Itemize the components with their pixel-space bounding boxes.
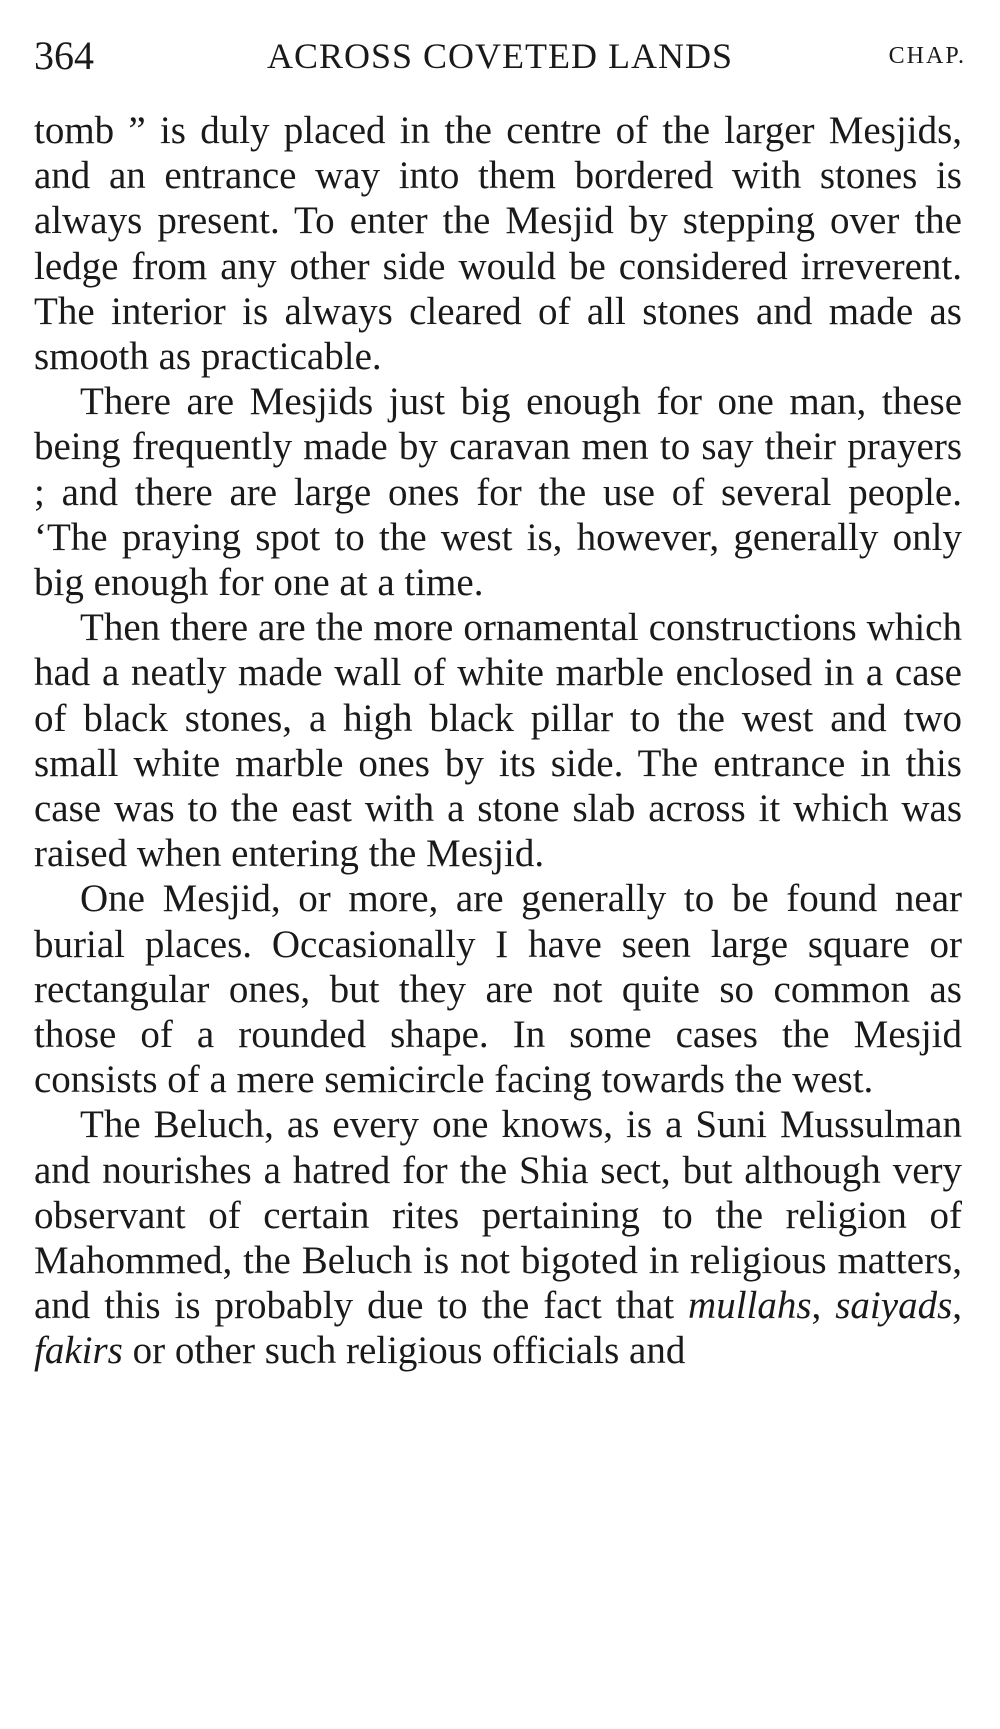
running-title: ACROSS COVETED LANDS — [266, 36, 734, 76]
chapter-label: CHAP. — [888, 43, 966, 69]
separator: , — [811, 1284, 836, 1328]
paragraph-text: The Beluch, as every one knows, is a Suni Mussulman and nourishes a hatred for the Shia sect, but although very observant of certain rites pertaining to the religion of Mahommed, the Beluch is not bigoted in religious matters, and this is probably due to the fact that — [34, 1103, 962, 1328]
italic-term-fakirs: fakirs — [34, 1329, 123, 1373]
paragraph-continued: tomb ” is duly placed in the centre of the larger Mesjids, and an entrance way into them bordered with stones is always present. To enter the Mesjid by stepping over the ledge from any other side would be considered irreverent. The interior is always cleared of all stones and made as smooth as practicable. — [34, 109, 962, 379]
running-head — [34, 28, 966, 84]
paragraph-ornamental-constructions: Then there are the more ornamental constructions which had a neatly made wall of white marble enclosed in a case of black stones, a high black pillar to the west and two small white marble ones by its side. The entrance in this case was to the east with a stone slab across it which was raised when entering the Mesjid. — [34, 606, 962, 876]
italic-term-mullahs: mullahs — [688, 1284, 812, 1328]
paragraph-beluch-religion — [34, 1102, 962, 1373]
paragraph-burial-places: One Mesjid, or more, are generally to be found near burial places. Occasionally I have seen large square or rectangular ones, but they are not quite so common as those of a rounded shape. In some cases the Mesjid consists of a mere semicircle facing towards the west. — [34, 877, 962, 1102]
paragraph-mesjid-sizes: There are Mesjids just big enough for one man, these being frequently made by caravan men to say their prayers ; and there are large ones for the use of several people. ‘The praying spot to the west is, however, generally only big enough for one at a time. — [34, 380, 962, 605]
body-text — [34, 108, 962, 1374]
page-number: 364 — [34, 33, 94, 78]
separator: , — [952, 1284, 962, 1328]
italic-term-saiyads: saiyads — [835, 1284, 953, 1328]
paragraph-text: or other such religious officials and — [122, 1329, 686, 1373]
